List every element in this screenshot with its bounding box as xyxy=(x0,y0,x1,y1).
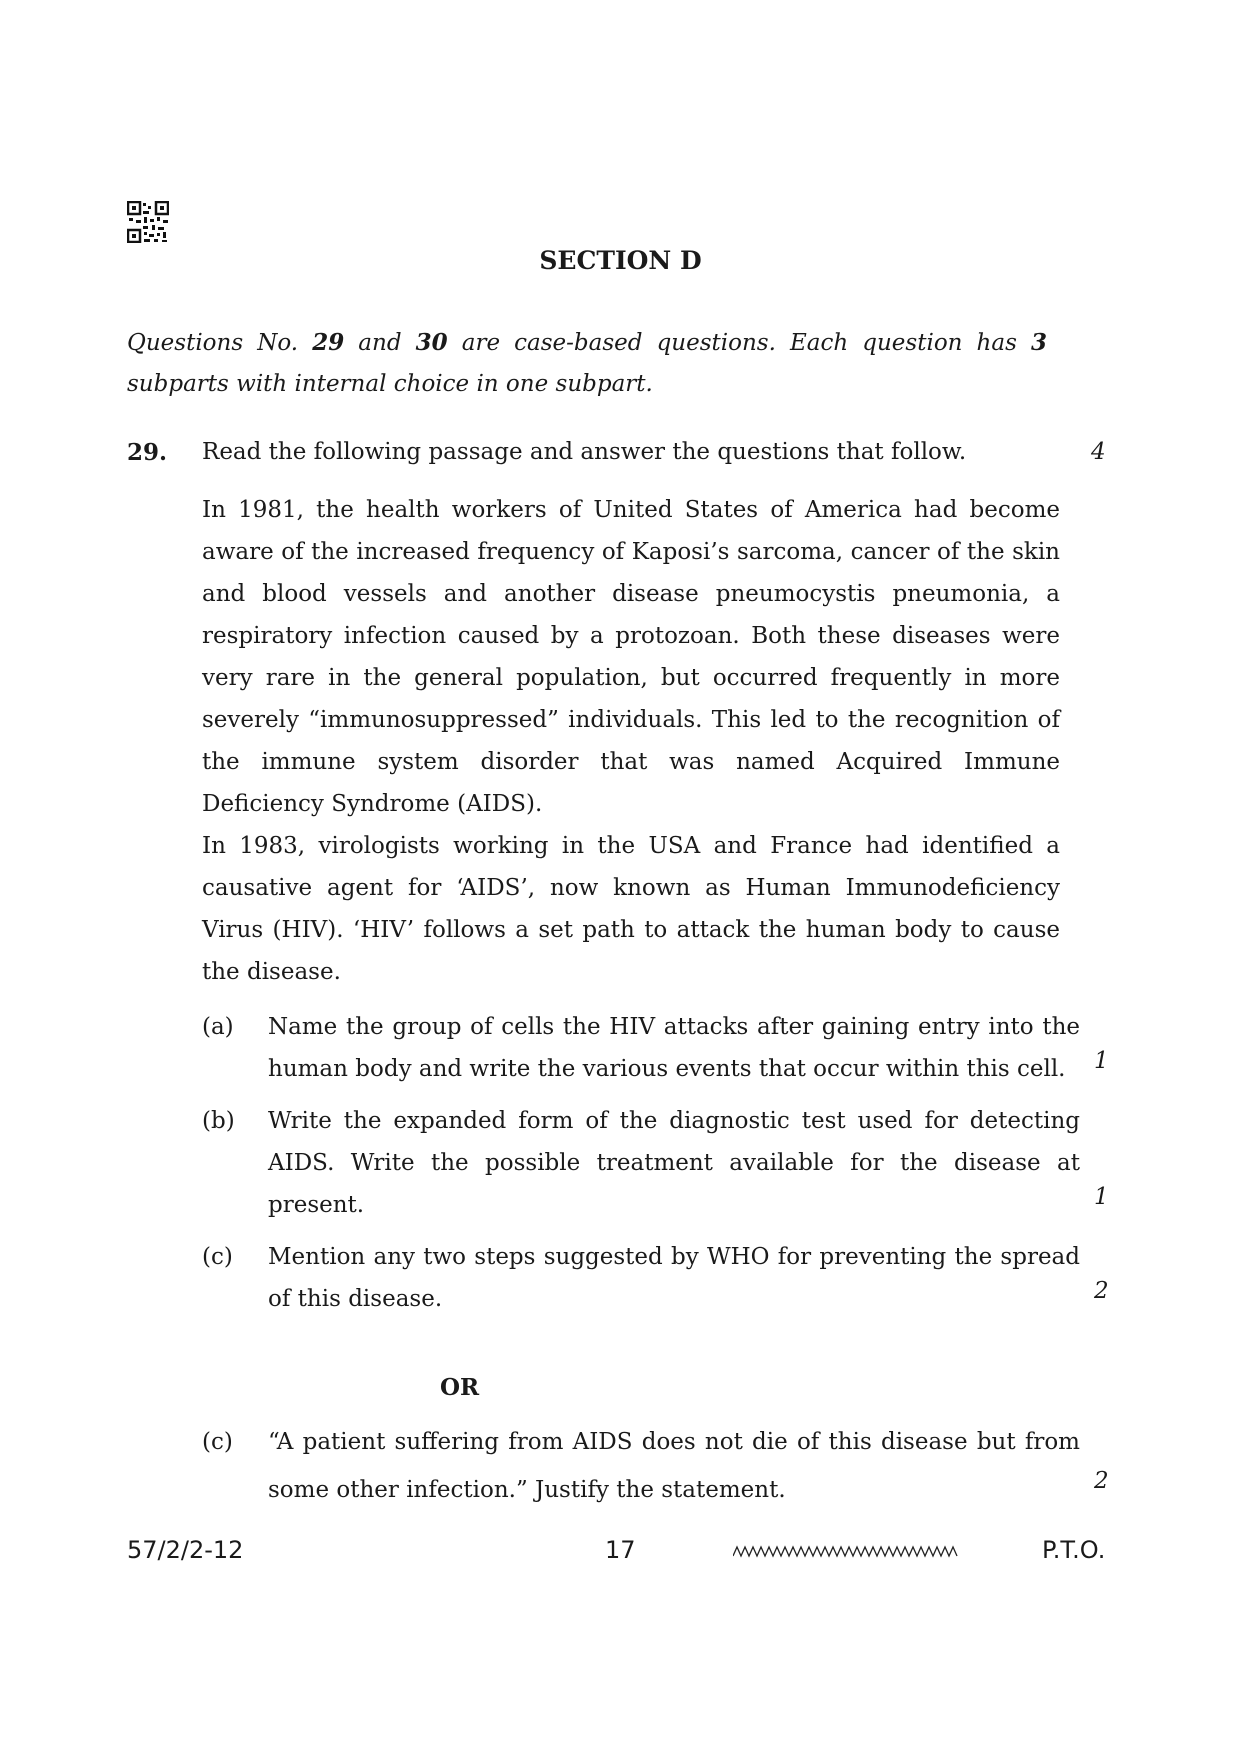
subpart-marks: 1 xyxy=(1094,1184,1109,1210)
subpart-text: Name the group of cells the HIV attacks after gaining entry into the human body and write the various events that occur within this cell. xyxy=(268,1014,1080,1082)
subpart-marks: 2 xyxy=(1094,1278,1109,1304)
subpart-marks: 2 xyxy=(1094,1468,1109,1494)
subpart-label: (c) xyxy=(202,1244,233,1270)
subpart-label: (c) xyxy=(202,1429,233,1455)
subpart-marks: 1 xyxy=(1094,1048,1109,1074)
subpart-text: Mention any two steps suggested by WHO for preventing the spread of this disease. xyxy=(268,1244,1080,1312)
question-number-ref: 30 xyxy=(415,329,448,356)
wave-pattern-icon xyxy=(733,1545,959,1559)
or-label: OR xyxy=(440,1374,480,1401)
question-stem: Read the following passage and answer the questions that follow. xyxy=(202,439,967,465)
pto-label: P.T.O. xyxy=(1042,1536,1106,1564)
question-number: 29. xyxy=(127,439,168,466)
case-passage xyxy=(202,489,1060,993)
section-instructions: Questions No. 29 and 30 are case-based questions. Each question has 3 subparts with internal choice in one subpart. xyxy=(127,329,1047,397)
subpart-label: (b) xyxy=(202,1108,235,1134)
question-marks: 4 xyxy=(1091,439,1106,465)
question-number-ref: 29 xyxy=(312,329,345,356)
subpart-label: (a) xyxy=(202,1014,234,1040)
qr-code-icon xyxy=(127,201,169,243)
passage-paragraph: In 1983, virologists working in the USA and France had identified a causative agent for ‘AIDS’, now known as Human Immunodeficiency Virus (HIV). ‘HIV’ follows a set path to attack the human body to cause the disease. xyxy=(202,833,1060,985)
page-number: 17 xyxy=(605,1536,636,1564)
subpart-count: 3 xyxy=(1030,329,1047,356)
passage-paragraph: In 1981, the health workers of United States of America had become aware of the increased frequency of Kaposi’s sarcoma, cancer of the skin and blood vessels and another disease pneumocystis pneumonia, a respiratory infection caused by a protozoan. Both these diseases were very rare in the general population, but occurred frequently in more severely “immunosuppressed” individuals. This led to the recognition of the immune system disorder that was named Acquired Immune Deficiency Syndrome (AIDS). xyxy=(202,497,1060,817)
section-title: SECTION D xyxy=(539,246,702,275)
subpart-text: “A patient suffering from AIDS does not die of this disease but from some other infection.” Justify the statement. xyxy=(268,1429,1080,1503)
subpart-text: Write the expanded form of the diagnostic test used for detecting AIDS. Write the possible treatment available for the disease at present. xyxy=(268,1108,1080,1218)
paper-code: 57/2/2-12 xyxy=(127,1536,244,1564)
